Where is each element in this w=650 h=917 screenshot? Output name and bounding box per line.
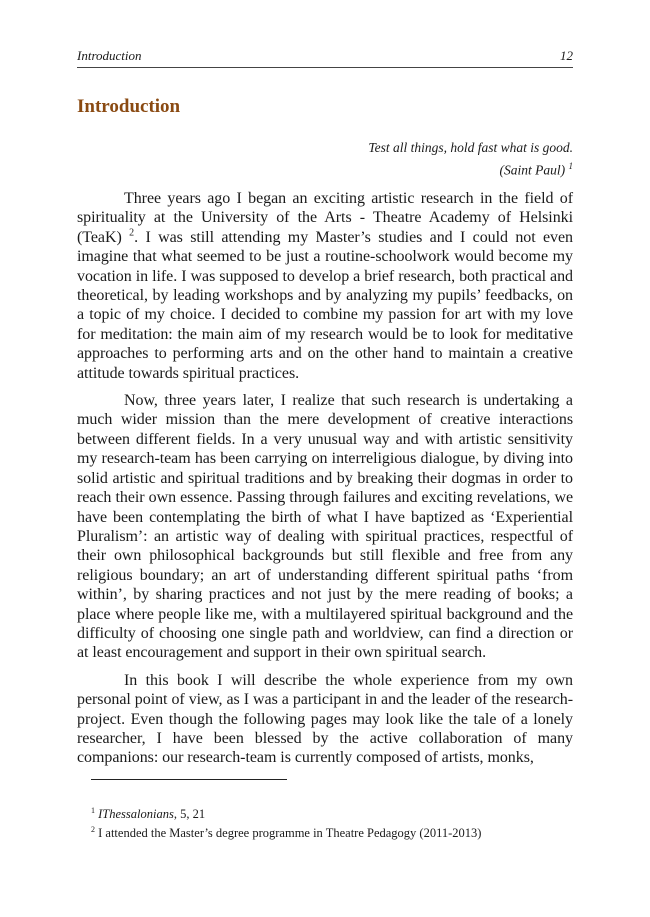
paragraph-1-part-b: . I was still attending my Master’s studies and I could not even imagine that what seemed to be just a routine-schoolwork would become my vocation in life. I was supposed to develop a brief research, both practical and theoretical, by leading workshops and by analyzing my pupils’ feedbacks, on a topic of my choice. I decided to combine my passion for art with my love for meditation: the main aim of my research would be to look for meditative approaches to performing arts and on the other hand to maintain a creative attitude towards spiritual practices. (77, 228, 574, 382)
epigraph-quote: Test all things, hold fast what is good. (368, 140, 573, 155)
footnotes (91, 803, 573, 841)
epigraph-attribution-line (300, 157, 573, 180)
page-number: 12 (560, 48, 573, 63)
footnote-2 (91, 822, 573, 841)
footnote-2-number: 2 (91, 825, 95, 835)
footnote-separator (91, 779, 287, 780)
footnote-1 (91, 803, 573, 822)
footnote-ref-2: 2 (129, 227, 135, 239)
epigraph (300, 139, 573, 180)
body-text (77, 189, 573, 776)
footnote-ref-1: 1 (568, 161, 573, 171)
chapter-title: Introduction (77, 96, 181, 117)
footnote-2-text: I attended the Master’s degree programme in Theatre Pedagogy (2011-2013) (98, 826, 482, 841)
epigraph-attribution: (Saint Paul) (499, 162, 566, 178)
footnote-1-rest: , 5, 21 (173, 807, 206, 822)
paragraph-1-part-a: Three years ago I began an exciting artistic research in the field of spirituality at the University of the Arts - Theatre Academy of Helsinki (TeaK) (77, 190, 573, 246)
running-header-title: Introduction (77, 48, 142, 63)
paragraph-3: In this book I will describe the whole experience from my own personal point of view, as I was a participant in and the leader of the research-project. Even though the following pages may look like the tale of a lonely researcher, I have been blessed by the active collaboration of many companions: our research-team is currently composed of artists, monks, (77, 671, 573, 767)
paragraph-1 (77, 189, 573, 383)
paragraph-2: Now, three years later, I realize that such research is undertaking a much wider mission than the mere development of creative interactions between different fields. In a very unusual way and with artistic sensitivity my research-team has been carrying on interreligious dialogue, by diving into solid artistic and spiritual traditions and by breaking their dogmas in order to reach their own essence. Passing through failures and exciting revelations, we have been contemplating the birth of what I have baptized as ‘Experiential Pluralism’: an artistic way of dealing with spiritual practices, respectful of their own philosophical backgrounds but still flexible and free from any religious boundary; an art of understanding different spiritual paths ‘from within’, by sharing practices and not just by the mere reading of books; a place where people like me, with a multilayered spiritual background and the difficulty of choosing one single path and worldview, can find a direction or at least encouragement and support in their own spiritual search. (77, 392, 573, 662)
footnote-1-number: 1 (91, 806, 95, 815)
running-header (77, 47, 573, 68)
footnote-1-title: IThessalonians (98, 807, 174, 822)
